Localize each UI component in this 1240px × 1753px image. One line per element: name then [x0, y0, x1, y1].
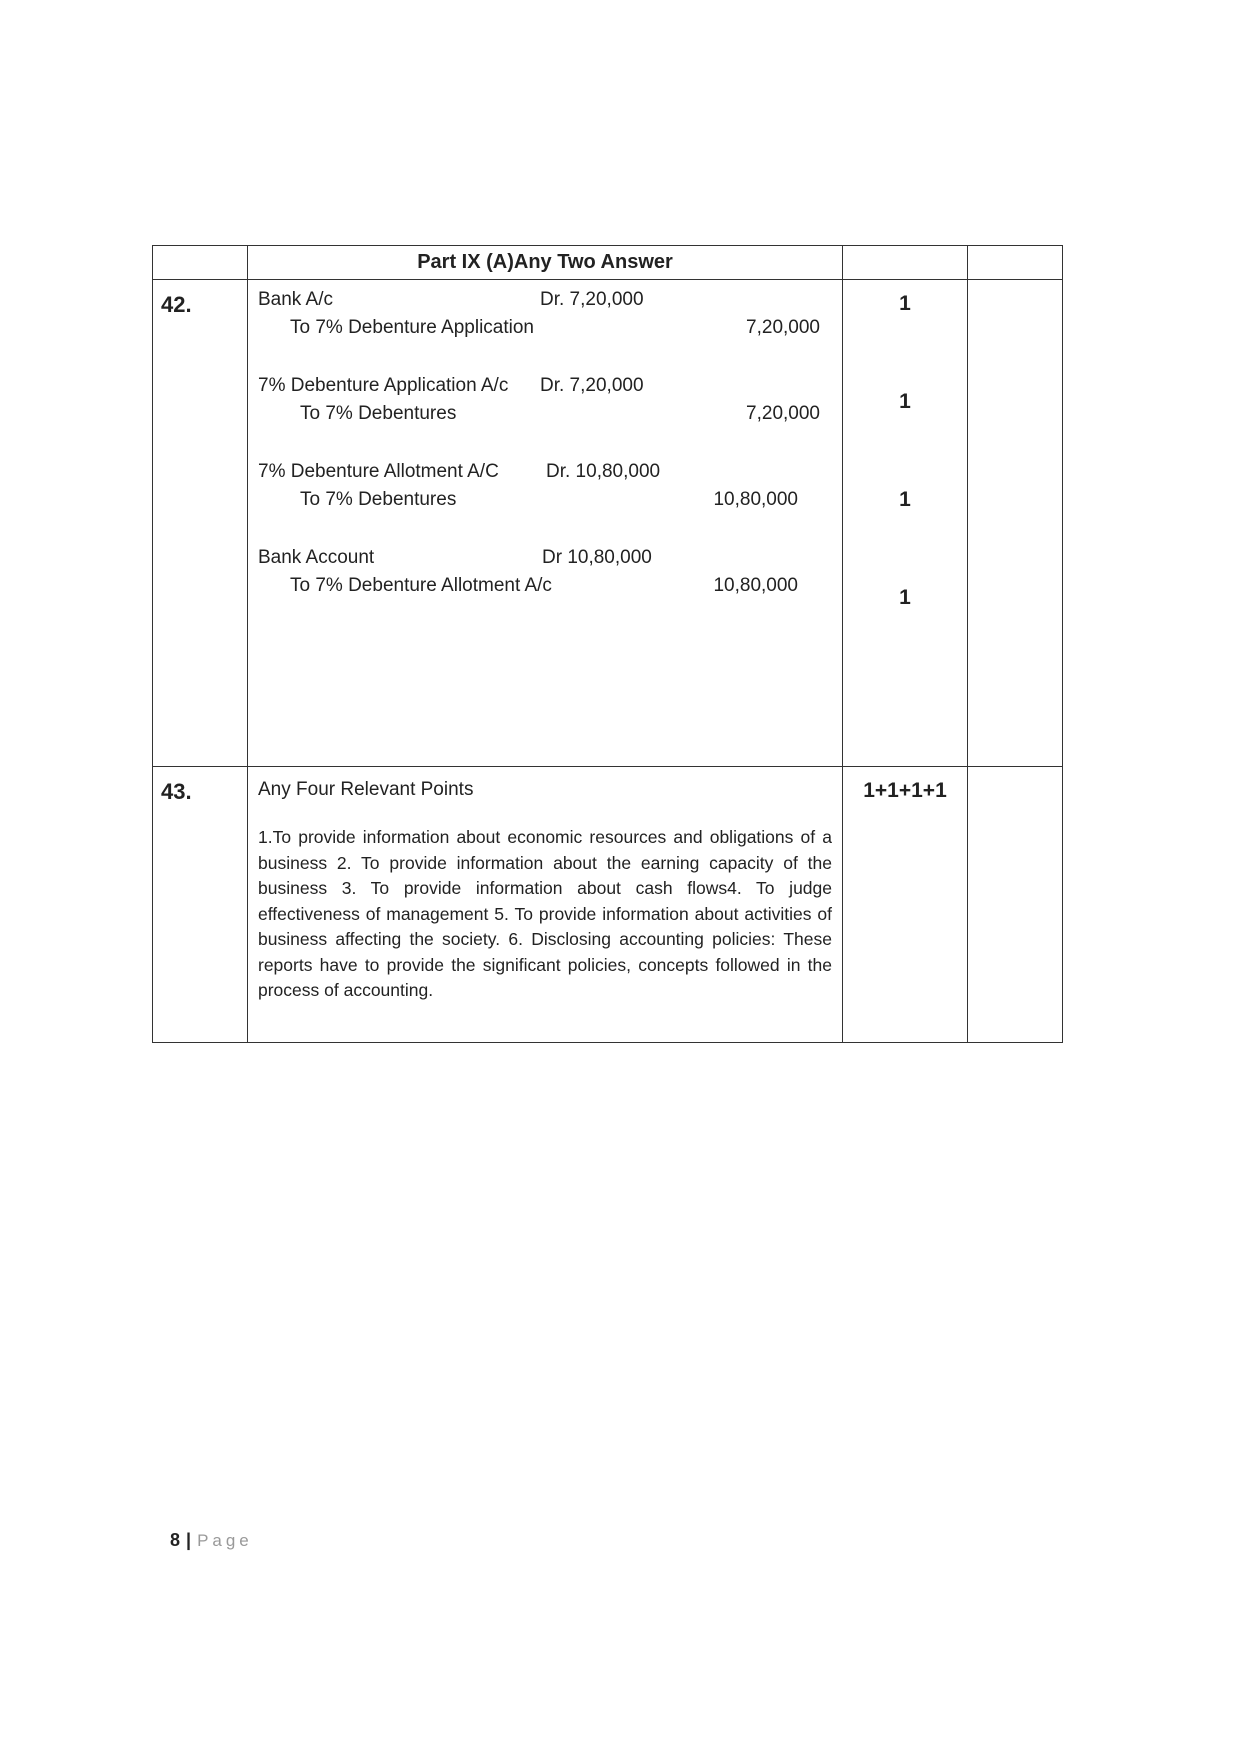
entry-credit-amount: 10,80,000: [713, 575, 798, 596]
journal-entry: [248, 538, 842, 624]
question-row-43: [153, 767, 1063, 1043]
entry-account: Bank A/c: [258, 289, 333, 310]
entry-account: 7% Debenture Allotment A/C: [258, 461, 499, 482]
extra-cell: [968, 280, 1063, 767]
answer-heading: Any Four Relevant Points: [258, 779, 474, 800]
answer-points: 1.To provide information about economic resources and obligations of a business 2. To provide information about the earning capacity of the business 3. To provide information about cash flows4. To judge effectiveness of management 5. To provide information about activities of business affecting the society. 6. Disclosing accounting policies: These reports have to provide the significant policies, concepts followed in the process of accounting.: [258, 827, 832, 1000]
header-number-cell: [153, 246, 248, 280]
entry-account: 7% Debenture Application A/c: [258, 375, 509, 396]
entry-account: Bank Account: [258, 547, 375, 568]
journal-entry: [248, 366, 842, 452]
question-number-cell: [153, 280, 248, 767]
header-marks-cell: [843, 246, 968, 280]
entry-credit-account: To 7% Debentures: [300, 403, 457, 424]
entry-credit-account: To 7% Debentures: [300, 489, 457, 510]
entry-debit: Dr. 10,80,000: [546, 461, 661, 482]
extra-cell: [968, 767, 1063, 1043]
entry-debit: Dr. 7,20,000: [540, 375, 644, 396]
entry-credit-amount: 7,20,000: [746, 317, 820, 338]
answer-cell: [248, 767, 843, 1043]
question-number: 43.: [161, 779, 192, 804]
entry-debit: Dr 10,80,000: [542, 547, 652, 568]
entry-mark: 1: [899, 292, 911, 315]
entry-credit-amount: 7,20,000: [746, 403, 820, 424]
question-number: 42.: [161, 292, 192, 317]
part-header: Part IX (A)Any Two Answer: [417, 251, 673, 273]
marks-cell: [843, 280, 968, 767]
entry-debit: Dr. 7,20,000: [540, 289, 644, 310]
table-header-row: [153, 246, 1063, 280]
page-number: 8: [170, 1530, 181, 1550]
page-footer: [170, 1530, 253, 1551]
page-label: Page: [197, 1531, 253, 1550]
journal-entries-cell: [248, 280, 843, 767]
marks-cell: [843, 767, 968, 1043]
entry-mark: 1: [899, 586, 911, 609]
footer-separator: |: [186, 1530, 192, 1550]
entry-mark: 1: [899, 390, 911, 413]
answer-key-table: [152, 245, 1063, 1043]
entry-mark: 1: [899, 488, 911, 511]
journal-entry: [248, 280, 842, 366]
entry-credit-account: To 7% Debenture Application: [290, 317, 534, 338]
question-number-cell: [153, 767, 248, 1043]
marks-breakdown: 1+1+1+1: [863, 779, 947, 802]
entry-credit-account: To 7% Debenture Allotment A/c: [290, 575, 552, 596]
header-extra-cell: [968, 246, 1063, 280]
question-row-42: [153, 280, 1063, 767]
entry-credit-amount: 10,80,000: [713, 489, 798, 510]
journal-entry: [248, 452, 842, 538]
header-title-cell: [248, 246, 843, 280]
